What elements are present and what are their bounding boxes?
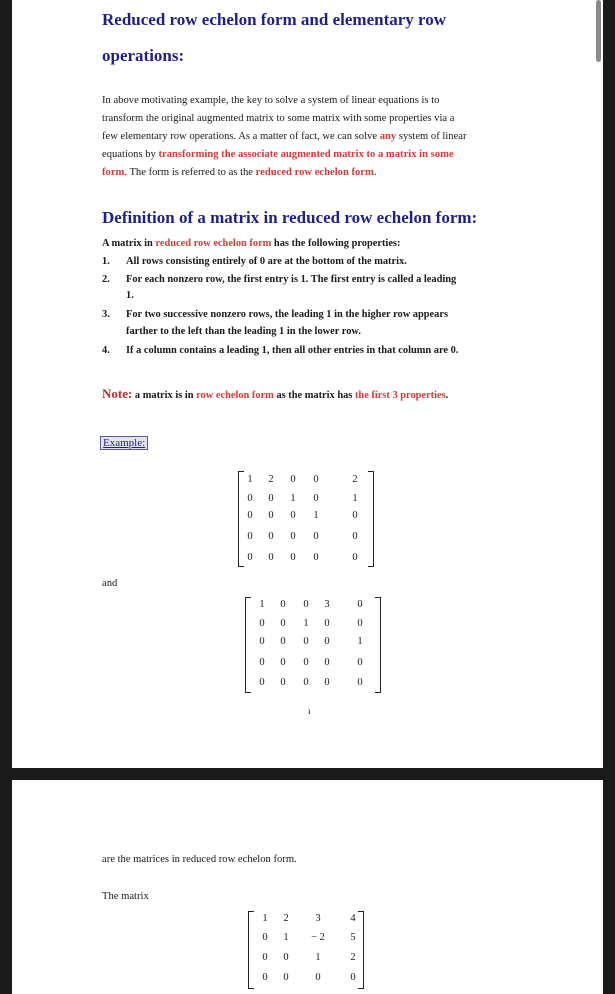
matrix-entry: 0 [350, 972, 356, 983]
matrix-entry: 3 [315, 913, 321, 924]
highlight-text: row echelon form [196, 390, 274, 401]
intro-line [102, 164, 515, 182]
matrix-entry: 0 [357, 657, 363, 668]
matrix-entry: 0 [357, 677, 363, 688]
matrix-entry: 1 [290, 493, 296, 504]
matrix-entry: 1 [247, 474, 253, 485]
matrix-entry: 0 [313, 493, 319, 504]
matrix-entry: 0 [357, 599, 363, 610]
example-label [100, 433, 148, 451]
matrix-entry: 0 [290, 531, 296, 542]
matrix-entry: 0 [280, 657, 286, 668]
matrix-entry: 0 [247, 493, 253, 504]
document-page-2 [12, 780, 603, 994]
conclusion-text: are the matrices in reduced row echelon form. [102, 854, 297, 865]
matrix-example-2 [245, 597, 381, 693]
section-heading-line2: operations: [102, 46, 185, 65]
matrix-entry: 0 [324, 618, 330, 629]
matrix-entry: 0 [259, 636, 265, 647]
matrix-entry: 0 [247, 531, 253, 542]
property-item [102, 254, 516, 272]
intro-line: transform the original augmented matrix to some matrix with some properties via a [102, 113, 455, 124]
matrix-entry: 1 [315, 952, 321, 963]
section-heading-line1: Reduced row echelon form and elementary row [102, 10, 447, 29]
property-item [102, 307, 516, 341]
text-run: has the following properties: [271, 238, 401, 249]
matrix-entry: 0 [280, 599, 286, 610]
matrix-example-1 [238, 471, 374, 567]
example-label-text: Example: [100, 436, 148, 450]
matrix-entry: 2 [268, 474, 274, 485]
matrix-entry: 0 [352, 552, 358, 563]
matrix-entry: 0 [268, 510, 274, 521]
property-text-cont: 1. [126, 290, 134, 301]
matrix-entry: 0 [262, 972, 268, 983]
matrix-entry: 0 [303, 657, 309, 668]
text-run: equations by [102, 149, 159, 160]
matrix-entry: 0 [262, 952, 268, 963]
matrix-entry: 0 [259, 677, 265, 688]
left-bracket [248, 911, 254, 989]
matrix-entry: 1 [303, 618, 309, 629]
intro-line [102, 128, 515, 146]
matrix-entry: 0 [324, 677, 330, 688]
text-run: few elementary row operations. As a matter of fact, we can solve [102, 131, 380, 142]
matrix-entry: 0 [280, 677, 286, 688]
matrix-entry: 0 [259, 618, 265, 629]
document-page-1 [12, 0, 603, 768]
matrix-entry: 0 [313, 552, 319, 563]
matrix-entry: 0 [315, 972, 321, 983]
text-run: a matrix is in [132, 390, 197, 401]
matrix-entry: 2 [352, 474, 358, 485]
matrix-entry: 1 [283, 932, 289, 943]
property-number: 4. [102, 345, 110, 356]
highlight-text: any [379, 131, 397, 142]
matrix-entry: 5 [350, 932, 356, 943]
matrix-entry: 0 [313, 474, 319, 485]
matrix-entry: 0 [262, 932, 268, 943]
matrix-entry: 0 [290, 552, 296, 563]
matrix-entry: 1 [259, 599, 265, 610]
matrix-entry: 0 [268, 531, 274, 542]
property-text-cont: farther to the left than the leading 1 in the lower row. [126, 326, 361, 337]
matrix-entry: 0 [280, 636, 286, 647]
matrix-entry: 1 [352, 493, 358, 504]
definition-heading: Definition of a matrix in reduced row echelon form: [102, 208, 478, 227]
property-item [102, 272, 516, 306]
text-run: system of linear [396, 131, 467, 142]
property-text: For two successive nonzero rows, the leading 1 in the higher row appears [126, 309, 449, 320]
property-text: For each nonzero row, the first entry is 1. The first entry is called a leading [126, 274, 457, 285]
matrix-entry: 0 [259, 657, 265, 668]
matrix-entry: 0 [303, 677, 309, 688]
left-bracket [245, 597, 251, 693]
text-run: . [445, 390, 449, 401]
matrix-entry: 1 [313, 510, 319, 521]
and-text: and [102, 578, 118, 589]
matrix-entry: 0 [290, 474, 296, 485]
intro-line: In above motivating example, the key to solve a system of linear equations is to [102, 95, 440, 106]
matrix-entry: 0 [290, 510, 296, 521]
matrix-entry: 2 [350, 952, 356, 963]
matrix-entry: 0 [280, 618, 286, 629]
matrix-entry: 0 [324, 636, 330, 647]
matrix-entry: 0 [268, 552, 274, 563]
highlight-text: reduced row echelon form [255, 167, 374, 178]
matrix-entry: 0 [283, 972, 289, 983]
property-text: All rows consisting entirely of 0 are at the bottom of the matrix. [126, 256, 407, 267]
note-line [102, 386, 448, 402]
matrix-entry: 0 [324, 657, 330, 668]
matrix-entry: 0 [247, 552, 253, 563]
matrix-entry: 0 [303, 599, 309, 610]
stray-mark: ı [308, 706, 311, 716]
highlight-text: reduced row echelon form [155, 238, 272, 249]
text-run: . The form is referred to as the [124, 167, 256, 178]
properties-intro [102, 236, 400, 252]
property-number: 3. [102, 309, 110, 320]
matrix-entry: 0 [268, 493, 274, 504]
property-item [102, 343, 516, 361]
text-run: as the matrix has [273, 390, 355, 401]
matrix-example-3 [248, 911, 364, 989]
intro-line [102, 146, 515, 164]
matrix-entry: 0 [247, 510, 253, 521]
right-bracket [375, 597, 381, 693]
matrix-entry: 2 [283, 913, 289, 924]
highlight-text: the first 3 properties [354, 390, 446, 401]
matrix-entry: 3 [324, 599, 330, 610]
highlight-text: transforming the associate augmented matrix to a matrix in some [158, 149, 454, 160]
matrix-entry: 0 [283, 952, 289, 963]
text-run: . [373, 167, 377, 178]
right-bracket [368, 471, 374, 567]
matrix-entry: 4 [350, 913, 356, 924]
highlight-text: form [102, 167, 125, 178]
the-matrix-label: The matrix [102, 891, 149, 902]
matrix-entry: − 2 [311, 932, 325, 943]
note-label: Note: [102, 386, 133, 401]
scrollbar-thumb[interactable] [596, 0, 601, 62]
property-number: 1. [102, 256, 110, 267]
matrix-entry: 0 [303, 636, 309, 647]
matrix-entry: 0 [352, 510, 358, 521]
property-number: 2. [102, 274, 110, 285]
property-text: If a column contains a leading 1, then all other entries in that column are 0. [126, 345, 459, 356]
matrix-entry: 1 [357, 636, 363, 647]
text-run: A matrix in [102, 238, 156, 249]
matrix-entry: 0 [313, 531, 319, 542]
matrix-entry: 0 [352, 531, 358, 542]
matrix-entry: 0 [357, 618, 363, 629]
matrix-entry: 1 [262, 913, 268, 924]
intro-paragraph [102, 92, 515, 182]
